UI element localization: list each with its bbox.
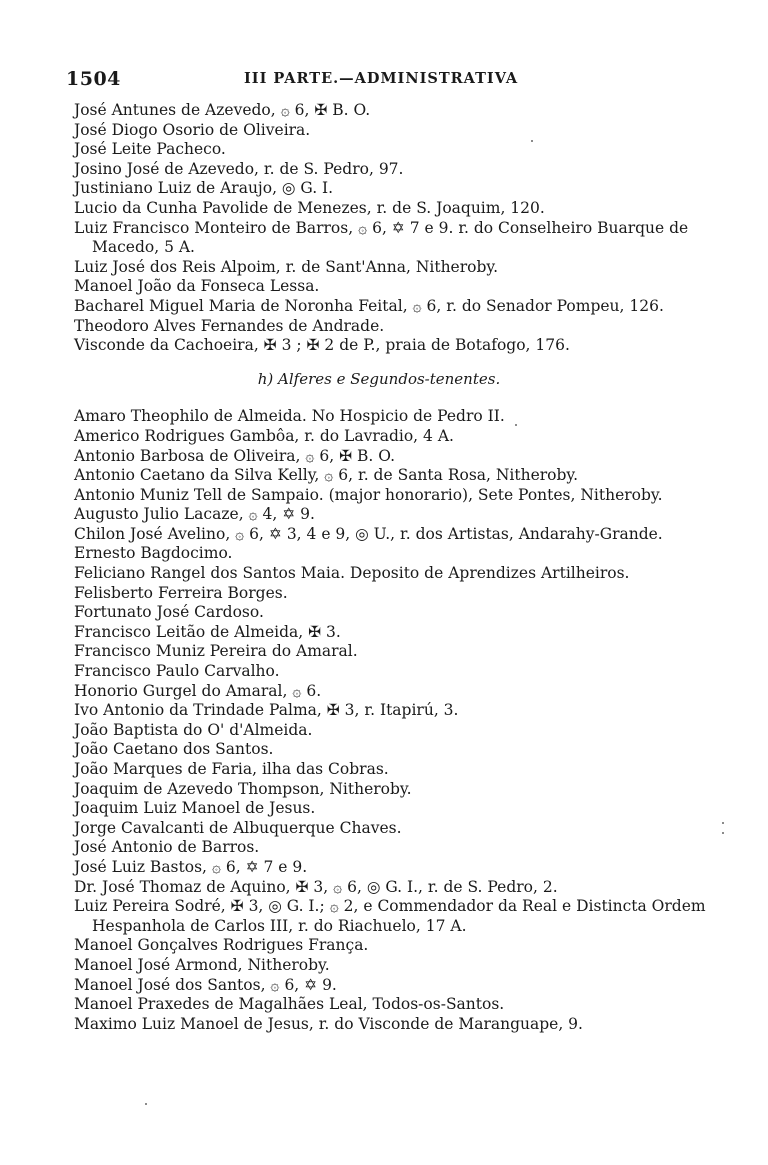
list-entry: Manoel Praxedes de Magalhães Leal, Todos-os-Santos. [74,995,505,1014]
list-entry: Antonio Muniz Tell de Sampaio. (major honorario), Sete Pontes, Nitheroby. [74,485,663,504]
page-number: 1504 [66,68,121,90]
list-entry: Ernesto Bagdocimo. [74,544,233,563]
list-entry: Maximo Luiz Manoel de Jesus, r. do Visconde de Maranguape, 9. [74,1014,583,1033]
officer-list-top [74,101,724,356]
list-entry: Chilon José Avelino, ۞ 6, ✡ 3, 4 e 9, ◎ U., r. dos Artistas, Andarahy-Grande. [74,524,663,543]
list-entry: Americo Rodrigues Gambôa, r. do Lavradio, 4 A. [74,426,454,445]
list-entry: Fortunato José Cardoso. [74,603,264,622]
list-entry: Joaquim de Azevedo Thompson, Nitheroby. [74,779,412,798]
list-entry: João Marques de Faria, ilha das Cobras. [74,760,389,778]
list-entry: Dr. José Thomaz de Aquino, ✠ 3, ۞ 6, ◎ G. I., r. de S. Pedro, 2. [74,877,558,896]
list-entry: Francisco Muniz Pereira do Amaral. [74,642,358,661]
list-entry: Luiz Pereira Sodré, ✠ 3, ◎ G. I.; ۞ 2, e Commendador da Real e Distincta Ordem Hespanhola de Carlos III, r. do Riachuelo, 17 A. [74,897,706,935]
list-entry: Francisco Leitão de Almeida, ✠ 3. [74,622,341,641]
list-entry: Josino José de Azevedo, r. de S. Pedro, 97. [74,159,404,178]
list-entry: José Leite Pacheco. [74,140,226,159]
officer-list-alferes [74,407,724,1034]
running-head: III PARTE.—ADMINISTRATIVA [244,70,519,87]
list-entry: Joaquim Luiz Manoel de Jesus. [74,799,316,818]
print-speck [145,1103,147,1105]
print-speck [722,832,724,834]
list-entry: Francisco Paulo Carvalho. [74,662,280,681]
list-entry: Manoel José Armond, Nitheroby. [74,955,330,974]
list-entry: Bacharel Miguel Maria de Noronha Feital, ۞ 6, r. do Senador Pompeu, 126. [74,296,664,315]
list-entry: Amaro Theophilo de Almeida. No Hospicio de Pedro II. [74,407,505,426]
list-entry: João Caetano dos Santos. [74,740,274,759]
print-speck [515,424,517,426]
list-entry: Manoel Gonçalves Rodrigues França. [74,936,369,955]
list-entry: Lucio da Cunha Pavolide de Menezes, r. de S. Joaquim, 120. [74,198,545,217]
page-header [66,68,716,90]
list-entry: Felisberto Ferreira Borges. [74,583,288,602]
list-entry: Ivo Antonio da Trindade Palma, ✠ 3, r. Itapirú, 3. [74,701,459,720]
list-entry: Theodoro Alves Fernandes de Andrade. [74,316,385,335]
list-entry: Luiz José dos Reis Alpoim, r. de Sant'Anna, Nitheroby. [74,257,499,276]
list-entry: José Diogo Osorio de Oliveira. [74,120,311,139]
list-entry: Justiniano Luiz de Araujo, ◎ G. I. [74,179,334,198]
list-entry: Luiz Francisco Monteiro de Barros, ۞ 6, ✡ 7 e 9. r. do Conselheiro Buarque de Macedo, 5 A. [74,218,689,257]
print-speck [531,140,533,142]
list-entry: Manoel João da Fonseca Lessa. [74,277,320,296]
list-entry: Manoel José dos Santos, ۞ 6, ✡ 9. [74,975,337,994]
print-speck [722,822,724,824]
list-entry: Visconde da Cachoeira, ✠ 3 ; ✠ 2 de P., praia de Botafogo, 176. [74,336,570,355]
list-entry: Antonio Barbosa de Oliveira, ۞ 6, ✠ B. O. [74,446,395,465]
list-entry: Jorge Cavalcanti de Albuquerque Chaves. [74,818,402,837]
list-entry: José Antonio de Barros. [74,838,260,857]
list-entry: Honorio Gurgel do Amaral, ۞ 6. [74,681,322,700]
list-entry: Feliciano Rangel dos Santos Maia. Deposito de Aprendizes Artilheiros. [74,564,630,583]
list-entry: Antonio Caetano da Silva Kelly, ۞ 6, r. de Santa Rosa, Nitheroby. [74,466,579,485]
section-heading: h) Alferes e Segundos-tenentes. [257,369,501,388]
list-entry: João Baptista do O' d'Almeida. [74,720,313,739]
list-entry: Augusto Julio Lacaze, ۞ 4, ✡ 9. [74,505,315,524]
list-entry: José Luiz Bastos, ۞ 6, ✡ 7 e 9. [74,857,308,876]
list-entry: José Antunes de Azevedo, ۞ 6, ✠ B. O. [74,101,371,119]
page-body [74,101,724,1034]
